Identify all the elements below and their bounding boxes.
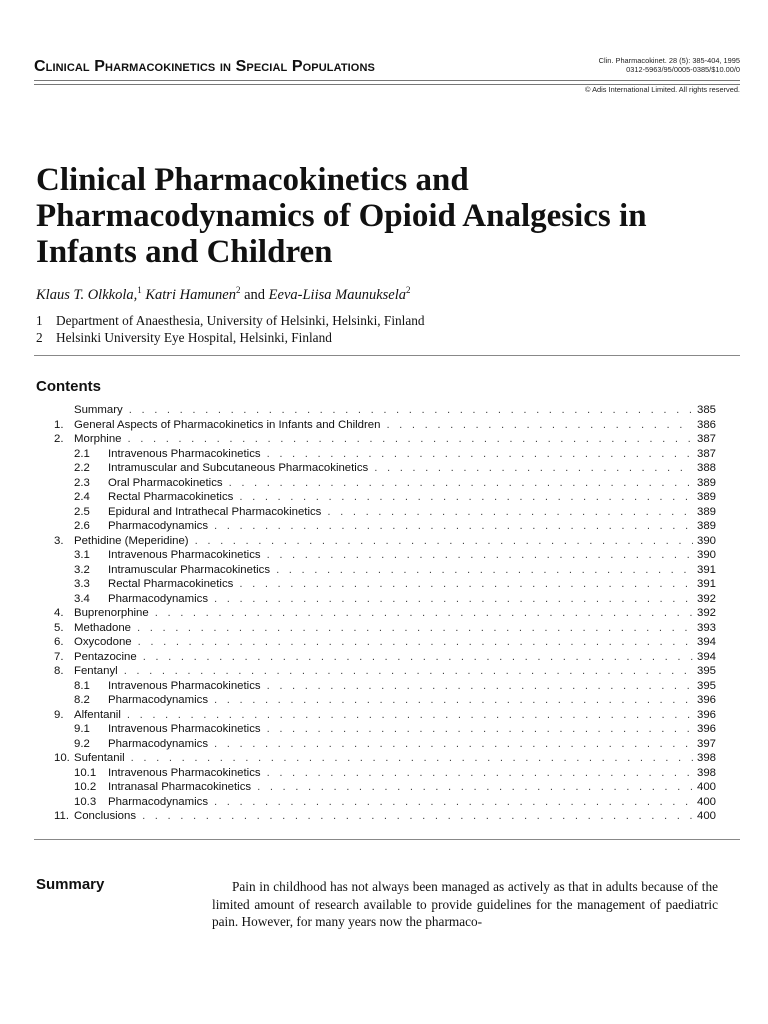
toc-entry [54,621,716,636]
toc-leader-dots [261,548,693,563]
toc-leader-dots [123,403,693,418]
citation-line-2: 0312-5963/95/0005-0385/$10.00/0 [626,65,740,74]
toc-entry-number: 2.1 [74,447,90,460]
affiliation-list [36,312,425,346]
citation [520,56,740,74]
journal-name: Clinical Pharmacokinetics in Special Populations [34,58,375,75]
author-list [36,285,411,304]
toc-entry-title: Methadone [74,621,131,634]
toc-leader-dots [125,751,693,766]
affiliation [36,312,425,329]
toc-entry [54,809,716,824]
toc-entry-number: 2. [54,433,64,445]
toc-entry-title: Pethidine (Meperidine) [74,534,189,547]
toc-entry-title: Pharmacodynamics [108,520,209,532]
toc-entry-title: Rectal Pharmacokinetics [108,578,234,590]
toc-entry [54,563,716,578]
toc-entry [54,766,716,781]
toc-entry [54,635,716,650]
toc-entry-page: 396 [696,723,716,735]
toc-entry [54,708,716,723]
toc-entry-title: Intravenous Pharmacokinetics [108,447,261,460]
toc-entry [54,476,716,491]
toc-leader-dots [122,432,693,447]
toc-entry-page: 398 [696,766,716,779]
author-affiliation-mark: 2 [235,285,241,295]
toc-entry-page: 395 [696,679,716,692]
toc-entry-title: Pentazocine [74,650,137,663]
toc-entry-title: Epidural and Intrathecal Pharmacokinetics [108,505,322,518]
toc-entry-page: 398 [696,752,716,764]
toc-entry [54,432,716,447]
toc-entry-page: 395 [696,665,716,677]
toc-entry-title: General Aspects of Pharmacokinetics in Infants and Children [74,418,381,431]
toc-entry-page: 389 [696,491,716,503]
toc-leader-dots [233,490,693,505]
toc-entry [54,418,716,433]
summary-heading: Summary [36,876,105,893]
toc-entry [54,737,716,752]
toc-entry [54,722,716,737]
copyright: © Adis International Limited. All rights reserved. [585,85,740,94]
toc-entry-number: 6. [54,636,64,648]
toc-entry [54,534,716,549]
toc-entry-number: 2.2 [74,462,90,474]
toc-entry-page: 396 [696,708,716,721]
toc-leader-dots [270,563,693,578]
author-name: Katri Hamunen [145,286,236,303]
toc-entry [54,403,716,418]
toc-entry [54,447,716,462]
toc-leader-dots [132,635,693,650]
toc-entry-number: 9.1 [74,723,90,735]
toc-entry-title: Buprenorphine [74,607,149,619]
toc-entry-number: 1. [54,418,64,431]
toc-leader-dots [208,795,693,810]
toc-entry-page: 389 [696,520,716,532]
toc-leader-dots [118,664,693,679]
toc-entry-number: 8.1 [74,679,90,692]
toc-entry [54,751,716,766]
toc-leader-dots [380,418,693,433]
toc-entry-page: 390 [696,534,716,547]
article-title: Clinical Pharmacokinetics and Pharmacodynamics of Opioid Analgesics in Infants and Children [36,162,647,270]
toc-entry-number: 10.3 [74,795,97,808]
toc-leader-dots [137,650,693,665]
toc-entry-page: 392 [696,607,716,619]
toc-entry-title: Intravenous Pharmacokinetics [108,766,261,779]
toc-entry [54,592,716,607]
toc-entry-number: 2.6 [74,520,90,532]
toc-leader-dots [149,606,693,621]
toc-entry-title: Oral Pharmacokinetics [108,476,223,489]
toc-entry-page: 391 [696,578,716,590]
author-affiliation-mark: 2 [406,285,411,295]
toc-entry-title: Morphine [74,433,122,445]
toc-entry-number: 5. [54,621,64,634]
toc-entry-page: 390 [696,549,716,561]
toc-leader-dots [368,461,693,476]
toc-entry-page: 400 [696,795,716,808]
toc-leader-dots [321,505,693,520]
toc-entry-title: Pharmacodynamics [108,737,209,750]
toc-leader-dots [261,722,693,737]
toc-entry-title: Conclusions [74,810,137,822]
toc-entry [54,679,716,694]
author-conjunction: and [244,286,266,303]
toc-entry-page: 394 [696,650,716,663]
author-affiliation-mark: 1 [137,285,142,295]
toc-entry-title: Alfentanil [74,708,121,721]
toc-entry-number: 10.2 [74,781,97,793]
toc-entry-page: 389 [696,476,716,489]
affiliation-number: 2 [36,330,43,345]
toc-entry-page: 389 [696,505,716,518]
toc-entry-number: 3.1 [74,549,90,561]
toc-entry-page: 400 [696,810,716,822]
toc-entry-title: Summary [74,404,123,416]
affiliation [36,329,425,346]
toc-entry-page: 387 [696,447,716,460]
toc-entry-page: 400 [696,781,716,793]
toc-entry [54,650,716,665]
toc-entry-number: 2.5 [74,505,90,518]
toc-entry-page: 394 [696,636,716,648]
section-divider [34,839,740,840]
toc-entry [54,519,716,534]
toc-leader-dots [261,447,693,462]
table-of-contents [54,403,716,824]
toc-entry-number: 2.4 [74,491,90,503]
toc-entry-title: Intravenous Pharmacokinetics [108,723,261,735]
toc-leader-dots [223,476,693,491]
toc-entry-title: Fentanyl [74,665,118,677]
author-name: Eeva-Liisa Maunuksela [268,286,406,303]
toc-leader-dots [251,780,693,795]
toc-entry [54,505,716,520]
toc-entry-number: 3. [54,534,64,547]
toc-leader-dots [233,577,693,592]
toc-leader-dots [208,592,693,607]
toc-leader-dots [189,534,693,549]
toc-entry [54,606,716,621]
toc-leader-dots [261,679,693,694]
toc-leader-dots [136,809,693,824]
toc-entry-number: 10. [54,752,70,764]
summary-paragraph: Pain in childhood has not always been managed as actively as that in adults because of the limited amount of research available to provide guidelines for the management of paediatric pain. However, for many years now the pharmaco- [212,879,718,929]
toc-entry-number: 10.1 [74,766,97,779]
toc-entry-number: 3.4 [74,592,90,605]
toc-leader-dots [131,621,693,636]
toc-entry-number: 7. [54,650,64,663]
toc-entry-page: 397 [696,737,716,750]
toc-entry-title: Pharmacodynamics [108,592,209,605]
contents-heading: Contents [36,378,101,395]
toc-entry-page: 396 [696,694,716,706]
toc-leader-dots [121,708,693,723]
toc-entry-number: 9. [54,708,64,721]
affiliation-text: Helsinki University Eye Hospital, Helsinki, Finland [56,330,332,345]
toc-entry-title: Rectal Pharmacokinetics [108,491,234,503]
author-name: Klaus T. Olkkola, [36,286,138,303]
toc-entry-number: 3.3 [74,578,90,590]
toc-entry [54,490,716,505]
toc-entry [54,795,716,810]
toc-entry-page: 391 [696,563,716,576]
toc-entry-title: Pharmacodynamics [108,795,209,808]
toc-entry-page: 387 [696,433,716,445]
toc-entry [54,693,716,708]
toc-entry-number: 3.2 [74,563,90,576]
toc-entry-title: Pharmacodynamics [108,694,209,706]
toc-entry-number: 8. [54,665,64,677]
toc-leader-dots [208,519,693,534]
toc-entry-title: Intravenous Pharmacokinetics [108,549,261,561]
toc-leader-dots [208,693,693,708]
toc-entry-title: Intramuscular Pharmacokinetics [108,563,271,576]
toc-entry-title: Intramuscular and Subcutaneous Pharmacokinetics [108,462,369,474]
section-divider [34,355,740,356]
toc-entry-title: Oxycodone [74,636,132,648]
toc-entry-page: 393 [696,621,716,634]
citation-line-1: Clin. Pharmacokinet. 28 (5): 385-404, 1995 [598,56,740,65]
toc-entry [54,577,716,592]
toc-entry-page: 392 [696,592,716,605]
toc-entry-page: 385 [696,404,716,416]
affiliation-text: Department of Anaesthesia, University of Helsinki, Helsinki, Finland [56,313,425,328]
toc-entry-number: 2.3 [74,476,90,489]
toc-entry-page: 388 [696,462,716,474]
toc-leader-dots [208,737,693,752]
toc-entry-title: Intravenous Pharmacokinetics [108,679,261,692]
toc-entry [54,780,716,795]
toc-entry-number: 8.2 [74,694,90,706]
toc-entry-number: 4. [54,607,64,619]
toc-entry [54,461,716,476]
toc-entry [54,548,716,563]
toc-entry-page: 386 [696,418,716,431]
toc-entry-number: 9.2 [74,737,90,750]
toc-entry-title: Intranasal Pharmacokinetics [108,781,252,793]
toc-entry [54,664,716,679]
affiliation-number: 1 [36,313,43,328]
toc-leader-dots [261,766,693,781]
toc-entry-title: Sufentanil [74,752,125,764]
toc-entry-number: 11. [54,810,69,822]
